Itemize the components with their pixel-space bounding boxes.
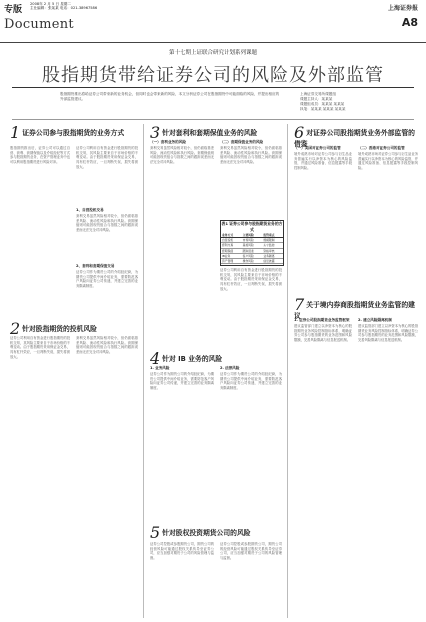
body-text: 证券公司作为期货公司的介绍经纪商，为期货公司提供中间介绍业务，需要防范客户风险向证券公司传递，并建立完善的业务隔离制度。 <box>76 270 138 289</box>
table-cell: 自营投机 <box>221 238 242 243</box>
body-text: 证券公司作为期货公司的介绍经纪商，为期货公司提供中间介绍业务，需要防范客户风险向证券公司传递，并建立完善的业务隔离制度。 <box>220 372 282 391</box>
table-title: 表1 证券公司参与股指期货业务的方式 <box>221 221 283 232</box>
table-cell: IB业务 <box>221 253 242 258</box>
table-header-cell: 业务方式 <box>221 233 242 238</box>
body-text: 证券公司作为期货公司的介绍经纪商，为期货公司提供中间介绍业务，需要防范客户风险向证券公司传递，并建立完善的业务隔离制度。 <box>150 372 214 391</box>
section-number: 2 <box>10 319 21 338</box>
body-text: 建议监管部门建立以净资本为核心的股指期货业务风险控制指标体系，明确证券公司参与股指期货的业务范围和风险限额，完善风险隔离与信息报送机制。 <box>358 324 418 343</box>
body-text: 套利交易虽然风险相对较小，但仍面临基差风险、流动性风险和执行风险。套期保值则可能因现货组合与指数之间的跟踪误差而无法完全对冲风险。 <box>220 146 282 165</box>
section-title-text: 关于境内券商股指期货业务监管的建议 <box>294 301 415 320</box>
author-line: 执笔：某某某 某某某 某某某 <box>300 107 346 111</box>
subheading: （二）香港对证券公司的监管 <box>358 146 405 150</box>
body-text: 证券公司控股或参股期货公司，期货公司的经营风险可能通过股权关系传导至证券公司，应当加强对期货子公司的风险管理与监督。 <box>150 542 214 561</box>
body-text: 境外成熟市场对证券公司参与衍生品业务普遍实行以净资本为核心的风险监管，并通过风险准备、信息披露等手段控制风险。 <box>358 152 418 171</box>
section-title-text: 针对 IB 业务的风险 <box>162 355 223 363</box>
author-line: 课题主持人：某某某 <box>300 97 333 101</box>
table-row <box>221 238 283 243</box>
table-cell: 套利交易 <box>221 243 242 248</box>
column-divider <box>143 124 144 618</box>
section-title-text: 针对股权投资期货公司的风险 <box>162 529 251 537</box>
table-row <box>221 248 283 253</box>
body-text: 套利交易虽然风险相对较小，但仍面临基差风险、流动性风险和执行风险。套期保值则可能因现货组合与指数之间的跟踪误差而无法完全对冲风险。 <box>150 146 214 165</box>
subheading: （一）美国对证券公司的监管 <box>294 146 341 150</box>
data-table <box>221 233 283 264</box>
section-title-text: 证券公司参与股指期货的业务方式 <box>22 129 125 137</box>
section-number: 4 <box>150 349 161 368</box>
newspaper-name: 上海证券报 <box>387 5 418 12</box>
table-cell: 跟踪误差 <box>242 248 263 253</box>
section-5-heading <box>150 523 282 542</box>
title-rule <box>12 87 414 88</box>
lede: 股指期货推出将给证券公司带来新的业务机会，但同时也会带来新的风险，本文分析证券公司在股指期货中可能面临的风险，并提出相应的外部监管建议。 <box>60 92 280 101</box>
table-cell: 资产管理 <box>221 258 242 263</box>
subheading: 2. 法律风险 <box>220 366 240 370</box>
table-cell: 基差风险 <box>242 243 263 248</box>
subheading: （二）套期保值业务的风险 <box>220 140 264 144</box>
body-text: 建议监管部门建立以净资本为核心的股指期货业务风险控制指标体系，明确证券公司参与股指期货的业务范围和风险限额，完善风险隔离与信息报送机制。 <box>294 324 352 343</box>
section-number: 7 <box>294 295 305 314</box>
table-row <box>221 243 283 248</box>
section-number: 5 <box>150 523 161 542</box>
section-title: Document <box>4 17 74 32</box>
page-number: A8 <box>401 16 418 29</box>
table-row <box>221 253 283 258</box>
section-title-text: 针对股指期货的投机风险 <box>22 325 97 333</box>
subheading: 2、套利和套期保值交易 <box>76 264 115 268</box>
author-line: 上海证券交易所课题组 <box>300 92 336 96</box>
table-cell: 客户风险 <box>242 253 263 258</box>
table-cell: 资格审核 <box>262 248 283 253</box>
table-cell: 套期保值 <box>221 248 242 253</box>
subheading: 1. 业务风险 <box>150 366 170 370</box>
body-text: 证券公司控股或参股期货公司，期货公司的经营风险可能通过股权关系传导至证券公司，应当加强对期货子公司的风险管理与监督。 <box>220 542 282 561</box>
table-header-cell: 监管重点 <box>262 233 283 238</box>
body-text: 套利交易虽然风险相对较小，但仍面临基差风险、流动性风险和执行风险。套期保值则可能因现货组合与指数之间的跟踪误差而无法完全对冲风险。 <box>76 336 138 355</box>
body-text: 股指期货推出后，证券公司可以通过自营、套利、套期保值以及介绍经纪等方式参与股指期货业务，在资产管理业务中也可以利用股指期货进行风险对冲。 <box>10 146 70 165</box>
issue-info <box>30 2 140 11</box>
section-2-heading <box>10 319 138 338</box>
section-number: 3 <box>150 123 161 142</box>
body-text: 证券公司利用自有资金进行股指期货的投机交易，其风险主要来自于市场价格的不利变动。由于股指期货采用保证金交易，具有杠杆效应，一旦判断失误，损失将被放大。 <box>220 268 282 291</box>
subheading: 2. 建立风险隔离机制 <box>358 318 392 322</box>
table-row <box>221 258 283 263</box>
body-text: 证券公司利用自有资金进行股指期货的投机交易，其风险主要来自于市场价格的不利变动。由于股指期货采用保证金交易，具有杠杆效应，一旦判断失误，损失将被放大。 <box>10 336 70 359</box>
section-title-text: 针对套利和套期保值业务的风险 <box>162 129 258 137</box>
column-divider <box>287 124 288 618</box>
table-cell: 头寸监控 <box>262 243 283 248</box>
body-text: 套利交易虽然风险相对较小，但仍面临基差风险、流动性风险和执行风险。套期保值则可能因现货组合与指数之间的跟踪误差而无法完全对冲风险。 <box>76 214 138 233</box>
body-text: 证券公司利用自有资金进行股指期货的投机交易，其风险主要来自于市场价格的不利变动。由于股指期货采用保证金交易，具有杠杆效应，一旦判断失误，损失将被放大。 <box>76 146 138 169</box>
subheading: 1、自营投机交易 <box>76 208 104 212</box>
table-header-cell: 主要风险 <box>242 233 263 238</box>
author-block <box>300 92 404 112</box>
issue-editor: 主仕编辑：张某某 电话：021-38967586 <box>30 6 98 11</box>
section-number: 6 <box>294 123 305 142</box>
lede-rule <box>12 119 414 120</box>
body-text: 境外成熟市场对证券公司参与衍生品业务普遍实行以净资本为核心的风险监管，并通过风险准备、信息披露等手段控制风险。 <box>294 152 352 171</box>
topic-line: 第十七期上证联合研究计划系列课题 <box>168 50 257 56</box>
table-cell: 操作风险 <box>242 258 263 263</box>
subheading: （一）套利业务的风险 <box>150 140 186 144</box>
data-table-box <box>220 220 284 266</box>
table-cell: 业务隔离 <box>262 253 283 258</box>
section-title-text: 对证券公司股指期货业务外部监管的借鉴 <box>294 129 415 148</box>
section-number: 1 <box>10 123 21 142</box>
table-cell: 信息披露 <box>262 258 283 263</box>
table-header-row <box>221 233 283 238</box>
subheading: 1. 证券公司股指期货业务监管框架 <box>294 318 350 322</box>
issue-date: 2008年 2 月 5 日 星期二 <box>30 2 71 6</box>
section-1-heading <box>10 123 138 142</box>
author-line: 课题组成员：某某某 某某某 <box>300 102 345 106</box>
column-name: 专版 <box>4 5 23 15</box>
headline: 股指期货带给证券公司的风险及外部监管 <box>42 65 384 86</box>
table-cell: 规模限制 <box>262 238 283 243</box>
table-cell: 市场风险 <box>242 238 263 243</box>
